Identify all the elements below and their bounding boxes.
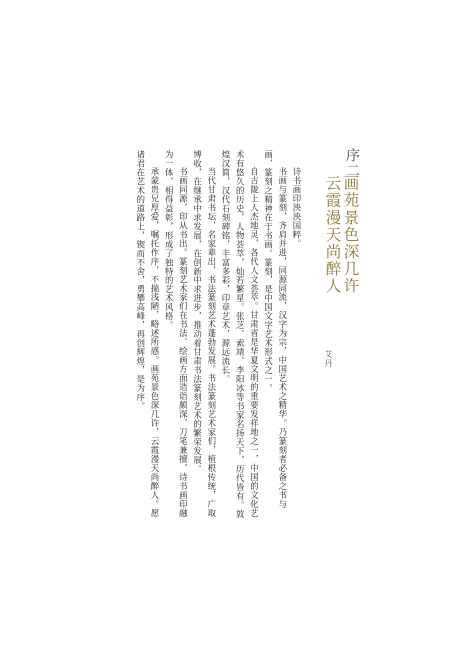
preface-body — [74, 150, 304, 520]
preface-label: 序二 — [344, 148, 360, 178]
body-paragraph: 书画与篆刻，齐肩并进，同源同流，汉字为宗，中国艺术之精华。乃篆刻者必备之书与画，篆刻之精神在于书画。篆刻，是中国文字艺术形式之一。 — [263, 150, 288, 509]
body-paragraph: 书画同源，印从书出。篆刻艺术家们在书法、绘画方面造诣颇深，刀笔兼擅，诗书画印融为一体，相得益彰，形成了独特的艺术风格。 — [164, 150, 189, 518]
author-name: 艾丹 — [324, 350, 333, 368]
body-paragraph: 诗书画印泱泱国粹。 — [292, 166, 302, 248]
body-paragraph: 当代甘肃书坛，名家辈出，书法篆刻艺术蓬勃发展。书法篆刻艺术家们，植根传统，广取博收，在继承中求发展，在创新中求进步，推动着甘肃书法篆刻艺术的繁荣发展。 — [192, 150, 217, 518]
body-paragraph: 自古陇上人杰地灵，各代人文荟萃。甘肃省是华夏文明的重要发祥地之一，中国的文化艺术有悠久的历史，人物荟萃，灿若繁星。张芝、索靖、李阳冰等书家名扬天下，历代皆有。敦煌汉简，汉代石刻碑铭，丰富多彩，印章艺术，源远流长。 — [220, 150, 260, 519]
body-paragraph: 承蒙贵兄厚爱，嘱托作序，不揣浅陋，略述所感。画苑景色深几许，云霞漫天尚醉人。愿诸君在艺术的道路上，锲而不舍，勇攀高峰，再创辉煌，是为序。 — [135, 150, 160, 518]
title-line-2: 云霞漫天尚醉人 — [323, 175, 342, 295]
title-line-1: 画苑景色深几许 — [341, 175, 360, 295]
